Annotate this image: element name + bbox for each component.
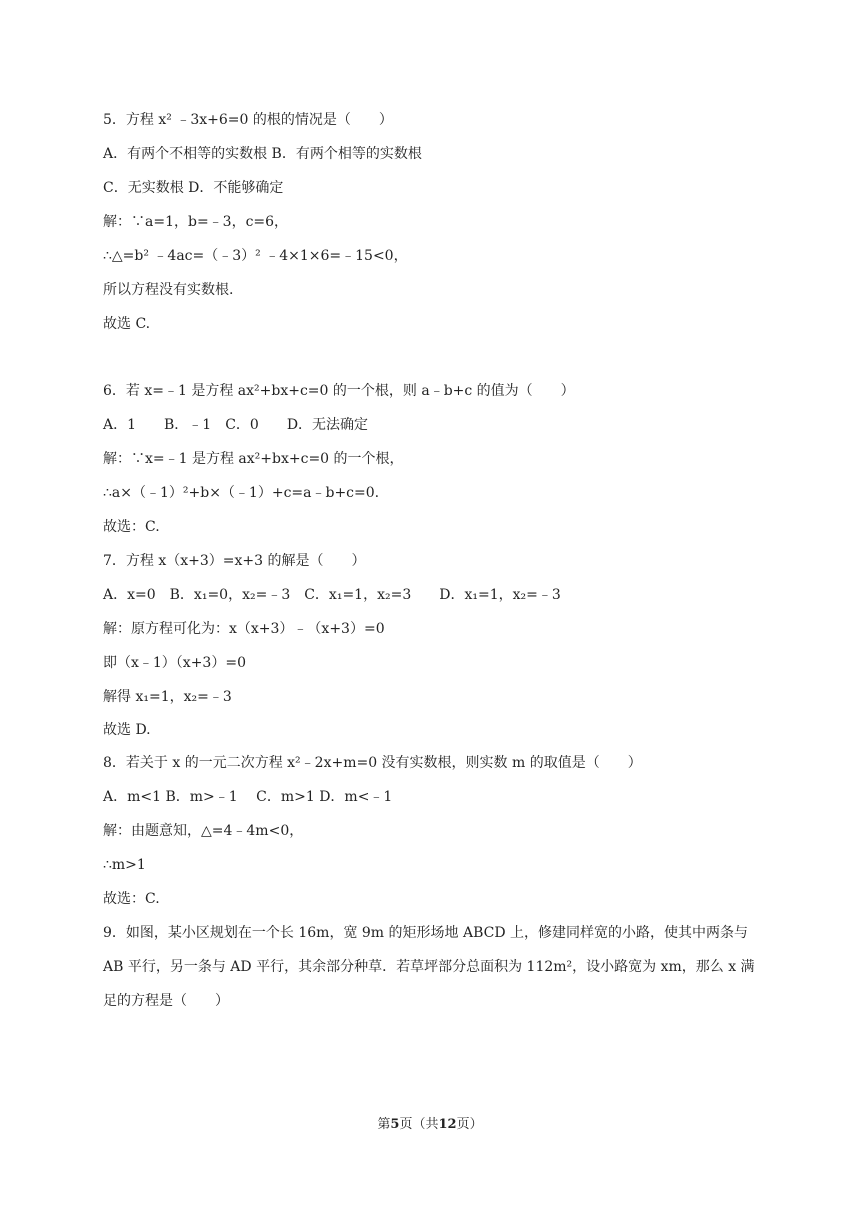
q9-stem-line-3: 足的方程是（ ） bbox=[103, 993, 229, 1009]
q7-solution-line-1: 解：原方程可化为：x（x+3）﹣（x+3）=0 bbox=[103, 621, 385, 637]
q5-solution-line-2: ∴△=b² ﹣4ac=（﹣3）² ﹣4×1×6=﹣15<0， bbox=[103, 248, 408, 264]
q8-solution-line-1: 解：由题意知，△=4﹣4m<0， bbox=[103, 823, 304, 839]
q7-solution-line-3: 解得 x₁=1，x₂=﹣3 bbox=[103, 689, 232, 705]
q9-stem-line-2: AB 平行，另一条与 AD 平行，其余部分种草．若草坪部分总面积为 112m²，设小路宽为 xm，那么 x 满 bbox=[103, 959, 755, 975]
q5-solution-line-3: 所以方程没有实数根. bbox=[103, 282, 234, 298]
q5-stem: 5．方程 x² ﹣3x+6=0 的根的情况是（ ） bbox=[103, 112, 393, 128]
q7-answer: 故选 D. bbox=[103, 722, 151, 738]
q9-stem-line-1: 9．如图，某小区规划在一个长 16m，宽 9m 的矩形场地 ABCD 上，修建同样宽的小路，使其中两条与 bbox=[103, 925, 749, 941]
q5-options-cd: C．无实数根 D．不能够确定 bbox=[103, 180, 284, 196]
q6-solution-line-1: 解：∵x=﹣1 是方程 ax²+bx+c=0 的一个根， bbox=[103, 451, 404, 467]
q6-stem: 6．若 x=﹣1 是方程 ax²+bx+c=0 的一个根，则 a﹣b+c 的值为（ ） bbox=[103, 383, 575, 399]
footer-suffix: 页） bbox=[456, 1117, 483, 1132]
q8-stem: 8．若关于 x 的一元二次方程 x²﹣2x+m=0 没有实数根，则实数 m 的取值是（ ） bbox=[103, 755, 642, 771]
q8-answer: 故选：C. bbox=[103, 891, 160, 907]
q8-solution-line-2: ∴m>1 bbox=[103, 857, 146, 873]
q6-options: A．1 B．﹣1 C．0 D．无法确定 bbox=[103, 417, 369, 433]
q7-options: A．x=0 B．x₁=0，x₂=﹣3 C．x₁=1，x₂=3 D．x₁=1，x₂=﹣3 bbox=[103, 587, 561, 603]
q5-options-ab: A．有两个不相等的实数根 B．有两个相等的实数根 bbox=[103, 146, 422, 162]
q7-solution-line-2: 即（x﹣1）（x+3）=0 bbox=[103, 655, 246, 671]
q5-solution-line-1: 解：∵a=1，b=﹣3，c=6， bbox=[103, 214, 289, 230]
q6-answer: 故选：C. bbox=[103, 519, 160, 535]
q8-options: A．m<1 B．m>﹣1 C．m>1 D．m<﹣1 bbox=[103, 789, 393, 805]
q6-solution-line-2: ∴a×（﹣1）²+b×（﹣1）+c=a﹣b+c=0. bbox=[103, 485, 380, 501]
footer-total-pages: 12 bbox=[438, 1117, 457, 1132]
footer-middle: 页（共 bbox=[399, 1117, 439, 1132]
footer-page-number: 5 bbox=[390, 1117, 400, 1132]
page-footer bbox=[0, 1116, 860, 1134]
q5-answer: 故选 C. bbox=[103, 316, 151, 332]
footer-prefix: 第 bbox=[377, 1117, 391, 1132]
q7-stem: 7．方程 x（x+3）=x+3 的解是（ ） bbox=[103, 553, 366, 569]
